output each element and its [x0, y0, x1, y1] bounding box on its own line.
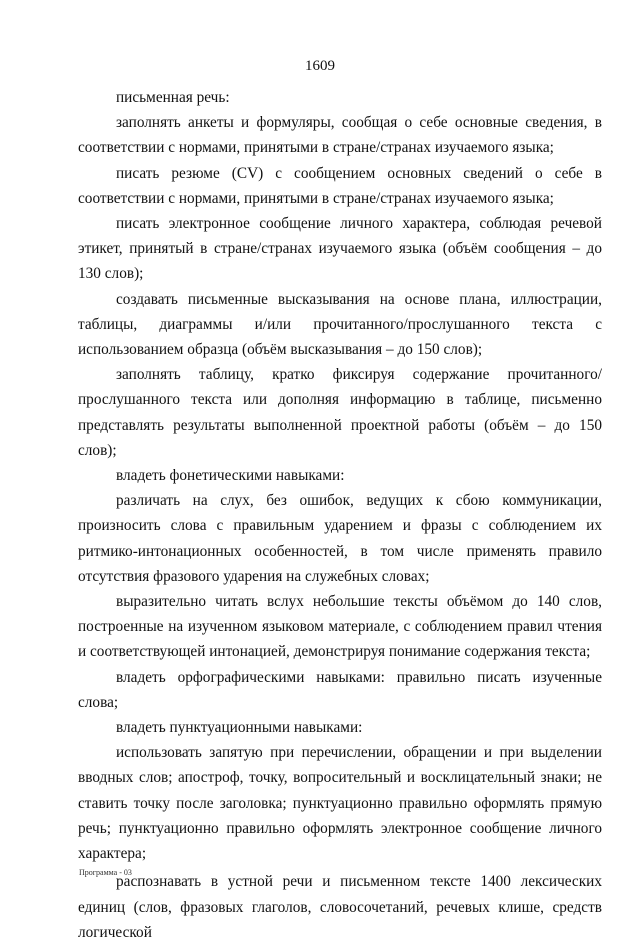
- paragraph-lexical-units: распознавать в устной речи и письменном тексте 1400 лексических единиц (слов, фразовых глаголов, словосочетаний, речевых клише, средств логической: [78, 873, 602, 941]
- document-body: [78, 85, 602, 945]
- paragraph-email: писать электронное сообщение личного характера, соблюдая речевой этикет, принятый в стране/странах изучаемого языка (объём сообщения – до 130 слов);: [78, 215, 602, 283]
- paragraph-punctuation-skills: владеть пунктуационными навыками:: [116, 719, 363, 737]
- footer-note: Программа - 03: [79, 868, 132, 877]
- paragraph-table: заполнять таблицу, кратко фиксируя содержание прочитанного/ прослушанного текста или дополняя информацию в таблице, письменно представлять результаты выполненной проектной работы (объём – до 150 слов);: [78, 366, 602, 459]
- paragraph-listening-pronunciation: различать на слух, без ошибок, ведущих к сбою коммуникации, произносить слова с правильным ударением и фразы с соблюдением их ритмико-интонационных особенностей, в том числе применять правило отсутствия фразового ударения на служебных словах;: [78, 492, 602, 585]
- paragraph-written-speech: письменная речь:: [116, 89, 230, 106]
- paragraph-resume: писать резюме (CV) с сообщением основных сведений о себе в соответствии с нормами, принятыми в стране/странах изучаемого языка;: [78, 164, 602, 207]
- paragraph-punctuation-rules: использовать запятую при перечислении, обращении и при выделении вводных слов; апостроф, точку, вопросительный и восклицательный знаки; не ставить точку после заголовка; пунктуационно правильно оформлять прямую речь; пунктуационно правильно оформлять электронное сообщение личного характера;: [78, 744, 602, 863]
- paragraph-forms: заполнять анкеты и формуляры, сообщая о себе основные сведения, в соответствии с нормами, принятыми в стране/странах изучаемого языка;: [78, 114, 602, 157]
- paragraph-written-statements: создавать письменные высказывания на основе плана, иллюстрации, таблицы, диаграммы и/или прочитанного/прослушанного текста с использованием образца (объём высказывания – до 150 слов);: [78, 290, 602, 359]
- paragraph-spelling-skills: владеть орфографическими навыками: правильно писать изученные слова;: [78, 668, 602, 711]
- paragraph-reading-aloud: выразительно читать вслух небольшие тексты объёмом до 140 слов, построенные на изученном языковом материале, с соблюдением правил чтения и соответствующей интонацией, демонстрируя понимание содержания текста;: [78, 593, 602, 661]
- paragraph-phonetic-skills: владеть фонетическими навыками:: [116, 467, 345, 485]
- page-number: 1609: [305, 58, 335, 74]
